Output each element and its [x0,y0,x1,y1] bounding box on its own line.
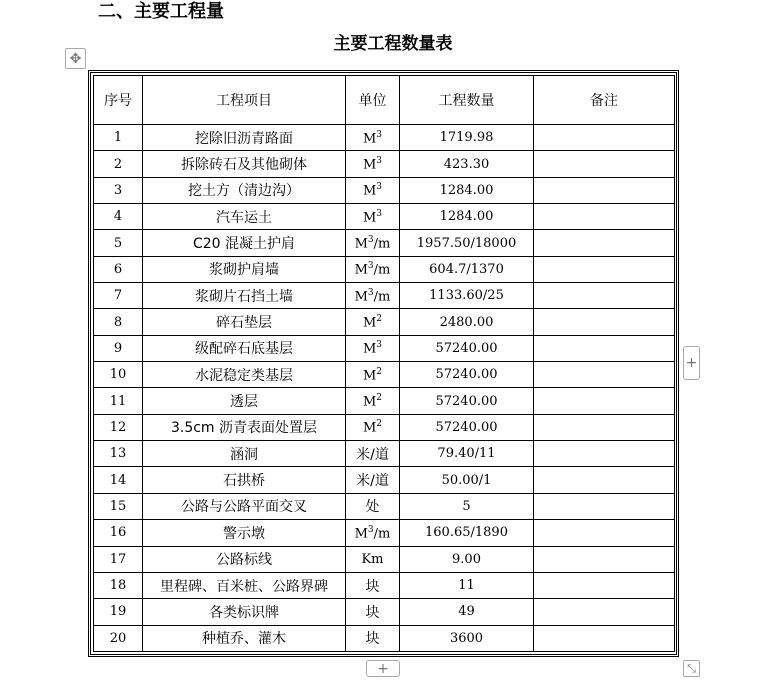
row-unit-cell[interactable] [346,388,400,414]
unit-exponent: 3 [376,182,383,193]
row-index-cell[interactable]: 12 [94,414,143,440]
row-item-cell[interactable]: 拆除砖石及其他砌体 [143,151,346,177]
row-item-cell[interactable]: 水泥稳定类基层 [143,362,346,388]
row-remark-cell[interactable] [534,414,675,440]
row-index-cell[interactable]: 2 [94,151,143,177]
row-item-cell[interactable]: 挖土方（清边沟） [143,177,346,203]
row-remark-cell[interactable] [534,335,675,361]
unit-exponent: 2 [376,366,383,377]
row-quantity-cell[interactable]: 57240.00 [400,414,534,440]
unit-base: M [362,341,377,357]
unit-exponent: 3 [367,234,374,245]
quantity-table-frame [88,70,679,657]
row-unit-cell[interactable] [346,625,400,651]
unit-base: M [362,367,377,383]
row-remark-cell[interactable] [534,572,675,598]
row-item-cell[interactable]: 汽车运土 [143,204,346,230]
row-unit-cell[interactable] [346,467,400,493]
unit-exponent: 3 [376,155,383,166]
row-remark-cell[interactable] [534,362,675,388]
unit-base: M [354,236,368,252]
table-row [94,125,675,151]
row-item-cell[interactable]: 级配碎石底基层 [143,335,346,361]
row-index-cell[interactable]: 9 [94,335,143,361]
row-index-cell[interactable]: 13 [94,441,143,467]
row-index-cell[interactable]: 1 [94,125,143,151]
table-row [94,572,675,598]
row-remark-cell[interactable] [534,256,675,282]
row-item-cell[interactable]: 石拱桥 [143,467,346,493]
table-row [94,414,675,440]
unit-base: M [354,525,368,541]
row-quantity-cell[interactable]: 604.7/1370 [400,256,534,282]
row-index-cell[interactable]: 18 [94,572,143,598]
table-body [94,125,675,652]
header-index[interactable]: 序号 [94,76,143,125]
unit-base: 块 [365,604,380,621]
row-quantity-cell[interactable]: 1284.00 [400,177,534,203]
row-quantity-cell[interactable]: 49 [400,599,534,625]
unit-suffix: /m [373,262,391,278]
unit-exponent: 3 [367,524,374,535]
table-row [94,283,675,309]
row-remark-cell[interactable] [534,125,675,151]
unit-base: M [354,288,368,304]
row-quantity-cell[interactable]: 160.65/1890 [400,520,534,546]
table-row [94,230,675,256]
table-row [94,256,675,282]
unit-base: 块 [365,578,380,595]
row-unit-cell[interactable] [346,283,400,309]
table-resize-handle-icon[interactable]: ⤡ [683,660,700,677]
unit-base: M [362,420,377,436]
row-index-cell[interactable]: 6 [94,256,143,282]
row-quantity-cell[interactable]: 1719.98 [400,125,534,151]
header-unit[interactable]: 单位 [346,76,400,125]
unit-base: M [362,183,377,199]
table-title: 主要工程数量表 [333,34,453,54]
row-unit-cell[interactable] [346,309,400,335]
row-item-cell[interactable]: 碎石垫层 [143,309,346,335]
row-unit-cell[interactable] [346,441,400,467]
row-unit-cell[interactable] [346,230,400,256]
row-remark-cell[interactable] [534,493,675,519]
row-unit-cell[interactable] [346,414,400,440]
row-index-cell[interactable]: 14 [94,467,143,493]
table-row [94,625,675,651]
row-remark-cell[interactable] [534,441,675,467]
row-quantity-cell[interactable]: 11 [400,572,534,598]
quantity-table [93,75,675,652]
row-remark-cell[interactable] [534,546,675,572]
row-quantity-cell[interactable]: 2480.00 [400,309,534,335]
row-item-cell[interactable]: 涵洞 [143,441,346,467]
row-remark-cell[interactable] [534,230,675,256]
table-row [94,599,675,625]
table-row [94,335,675,361]
unit-exponent: 2 [376,313,383,324]
unit-base: Km [361,551,384,567]
row-quantity-cell[interactable]: 1957.50/18000 [400,230,534,256]
row-quantity-cell[interactable]: 1133.60/25 [400,283,534,309]
table-row [94,309,675,335]
row-quantity-cell[interactable]: 1284.00 [400,204,534,230]
row-index-cell[interactable]: 19 [94,599,143,625]
row-item-cell[interactable]: 3.5cm 沥青表面处置层 [143,414,346,440]
row-index-cell[interactable]: 3 [94,177,143,203]
row-remark-cell[interactable] [534,204,675,230]
row-quantity-cell[interactable]: 79.40/11 [400,441,534,467]
table-row [94,546,675,572]
row-remark-cell[interactable] [534,283,675,309]
header-item[interactable]: 工程项目 [143,76,346,125]
row-unit-cell[interactable] [346,335,400,361]
table-header-row [94,76,675,125]
unit-exponent: 3 [367,261,374,272]
row-item-cell[interactable]: 公路标线 [143,546,346,572]
row-unit-cell[interactable] [346,572,400,598]
unit-base: M [362,394,377,410]
table-row [94,388,675,414]
row-unit-cell[interactable] [346,151,400,177]
row-unit-cell[interactable] [346,546,400,572]
unit-suffix: /m [373,288,391,304]
table-row [94,467,675,493]
row-item-cell[interactable]: 各类标识牌 [143,599,346,625]
table-row [94,441,675,467]
row-index-cell[interactable]: 5 [94,230,143,256]
add-row-button[interactable]: + [366,660,400,677]
row-item-cell[interactable]: 浆砌片石挡土墙 [143,283,346,309]
row-remark-cell[interactable] [534,309,675,335]
row-remark-cell[interactable] [534,599,675,625]
add-column-button[interactable]: + [683,346,700,380]
row-unit-cell[interactable] [346,177,400,203]
unit-base: 米/道 [356,473,389,490]
row-index-cell[interactable]: 7 [94,283,143,309]
row-remark-cell[interactable] [534,625,675,651]
row-quantity-cell[interactable]: 423.30 [400,151,534,177]
row-index-cell[interactable]: 16 [94,520,143,546]
row-quantity-cell[interactable]: 57240.00 [400,388,534,414]
row-unit-cell[interactable] [346,599,400,625]
unit-exponent: 3 [367,287,374,298]
table-row [94,493,675,519]
row-item-cell[interactable]: 浆砌护肩墙 [143,256,346,282]
unit-base: M [354,262,368,278]
row-index-cell[interactable]: 4 [94,204,143,230]
row-quantity-cell[interactable]: 57240.00 [400,362,534,388]
row-quantity-cell[interactable]: 3600 [400,625,534,651]
table-row [94,204,675,230]
unit-base: 块 [365,631,380,648]
row-item-cell[interactable]: 透层 [143,388,346,414]
row-remark-cell[interactable] [534,520,675,546]
unit-suffix: /m [373,236,391,252]
row-unit-cell[interactable] [346,520,400,546]
row-item-cell[interactable]: 种植乔、灌木 [143,625,346,651]
unit-base: M [362,130,377,146]
row-unit-cell[interactable] [346,256,400,282]
row-index-cell[interactable]: 10 [94,362,143,388]
table-row [94,151,675,177]
row-item-cell[interactable]: C20 混凝土护肩 [143,230,346,256]
row-quantity-cell[interactable]: 9.00 [400,546,534,572]
unit-exponent: 3 [376,129,383,140]
row-unit-cell[interactable] [346,493,400,519]
unit-base: 处 [365,499,380,516]
row-quantity-cell[interactable]: 5 [400,493,534,519]
row-index-cell[interactable]: 20 [94,625,143,651]
table-move-handle-icon[interactable]: ✥ [65,48,86,69]
row-remark-cell[interactable] [534,467,675,493]
row-quantity-cell[interactable]: 50.00/1 [400,467,534,493]
row-item-cell[interactable]: 警示墩 [143,520,346,546]
section-heading: 二、主要工程量 [98,1,224,22]
row-unit-cell[interactable] [346,125,400,151]
row-item-cell[interactable]: 公路与公路平面交叉 [143,493,346,519]
unit-base: M [362,209,377,225]
unit-exponent: 2 [376,419,383,430]
row-remark-cell[interactable] [534,151,675,177]
unit-base: M [362,315,377,331]
unit-base: M [362,157,377,173]
unit-exponent: 2 [376,392,383,403]
row-index-cell[interactable]: 17 [94,546,143,572]
row-item-cell[interactable]: 里程碑、百米桩、公路界碑 [143,572,346,598]
unit-exponent: 3 [376,340,383,351]
header-remark[interactable]: 备注 [534,76,675,125]
table-row [94,362,675,388]
row-remark-cell[interactable] [534,388,675,414]
unit-exponent: 3 [376,208,383,219]
row-unit-cell[interactable] [346,204,400,230]
row-quantity-cell[interactable]: 57240.00 [400,335,534,361]
row-index-cell[interactable]: 11 [94,388,143,414]
header-quantity[interactable]: 工程数量 [400,76,534,125]
row-item-cell[interactable]: 挖除旧沥青路面 [143,125,346,151]
unit-base: 米/道 [356,446,389,463]
row-index-cell[interactable]: 15 [94,493,143,519]
row-index-cell[interactable]: 8 [94,309,143,335]
table-row [94,520,675,546]
table-row [94,177,675,203]
row-remark-cell[interactable] [534,177,675,203]
unit-suffix: /m [373,525,391,541]
row-unit-cell[interactable] [346,362,400,388]
